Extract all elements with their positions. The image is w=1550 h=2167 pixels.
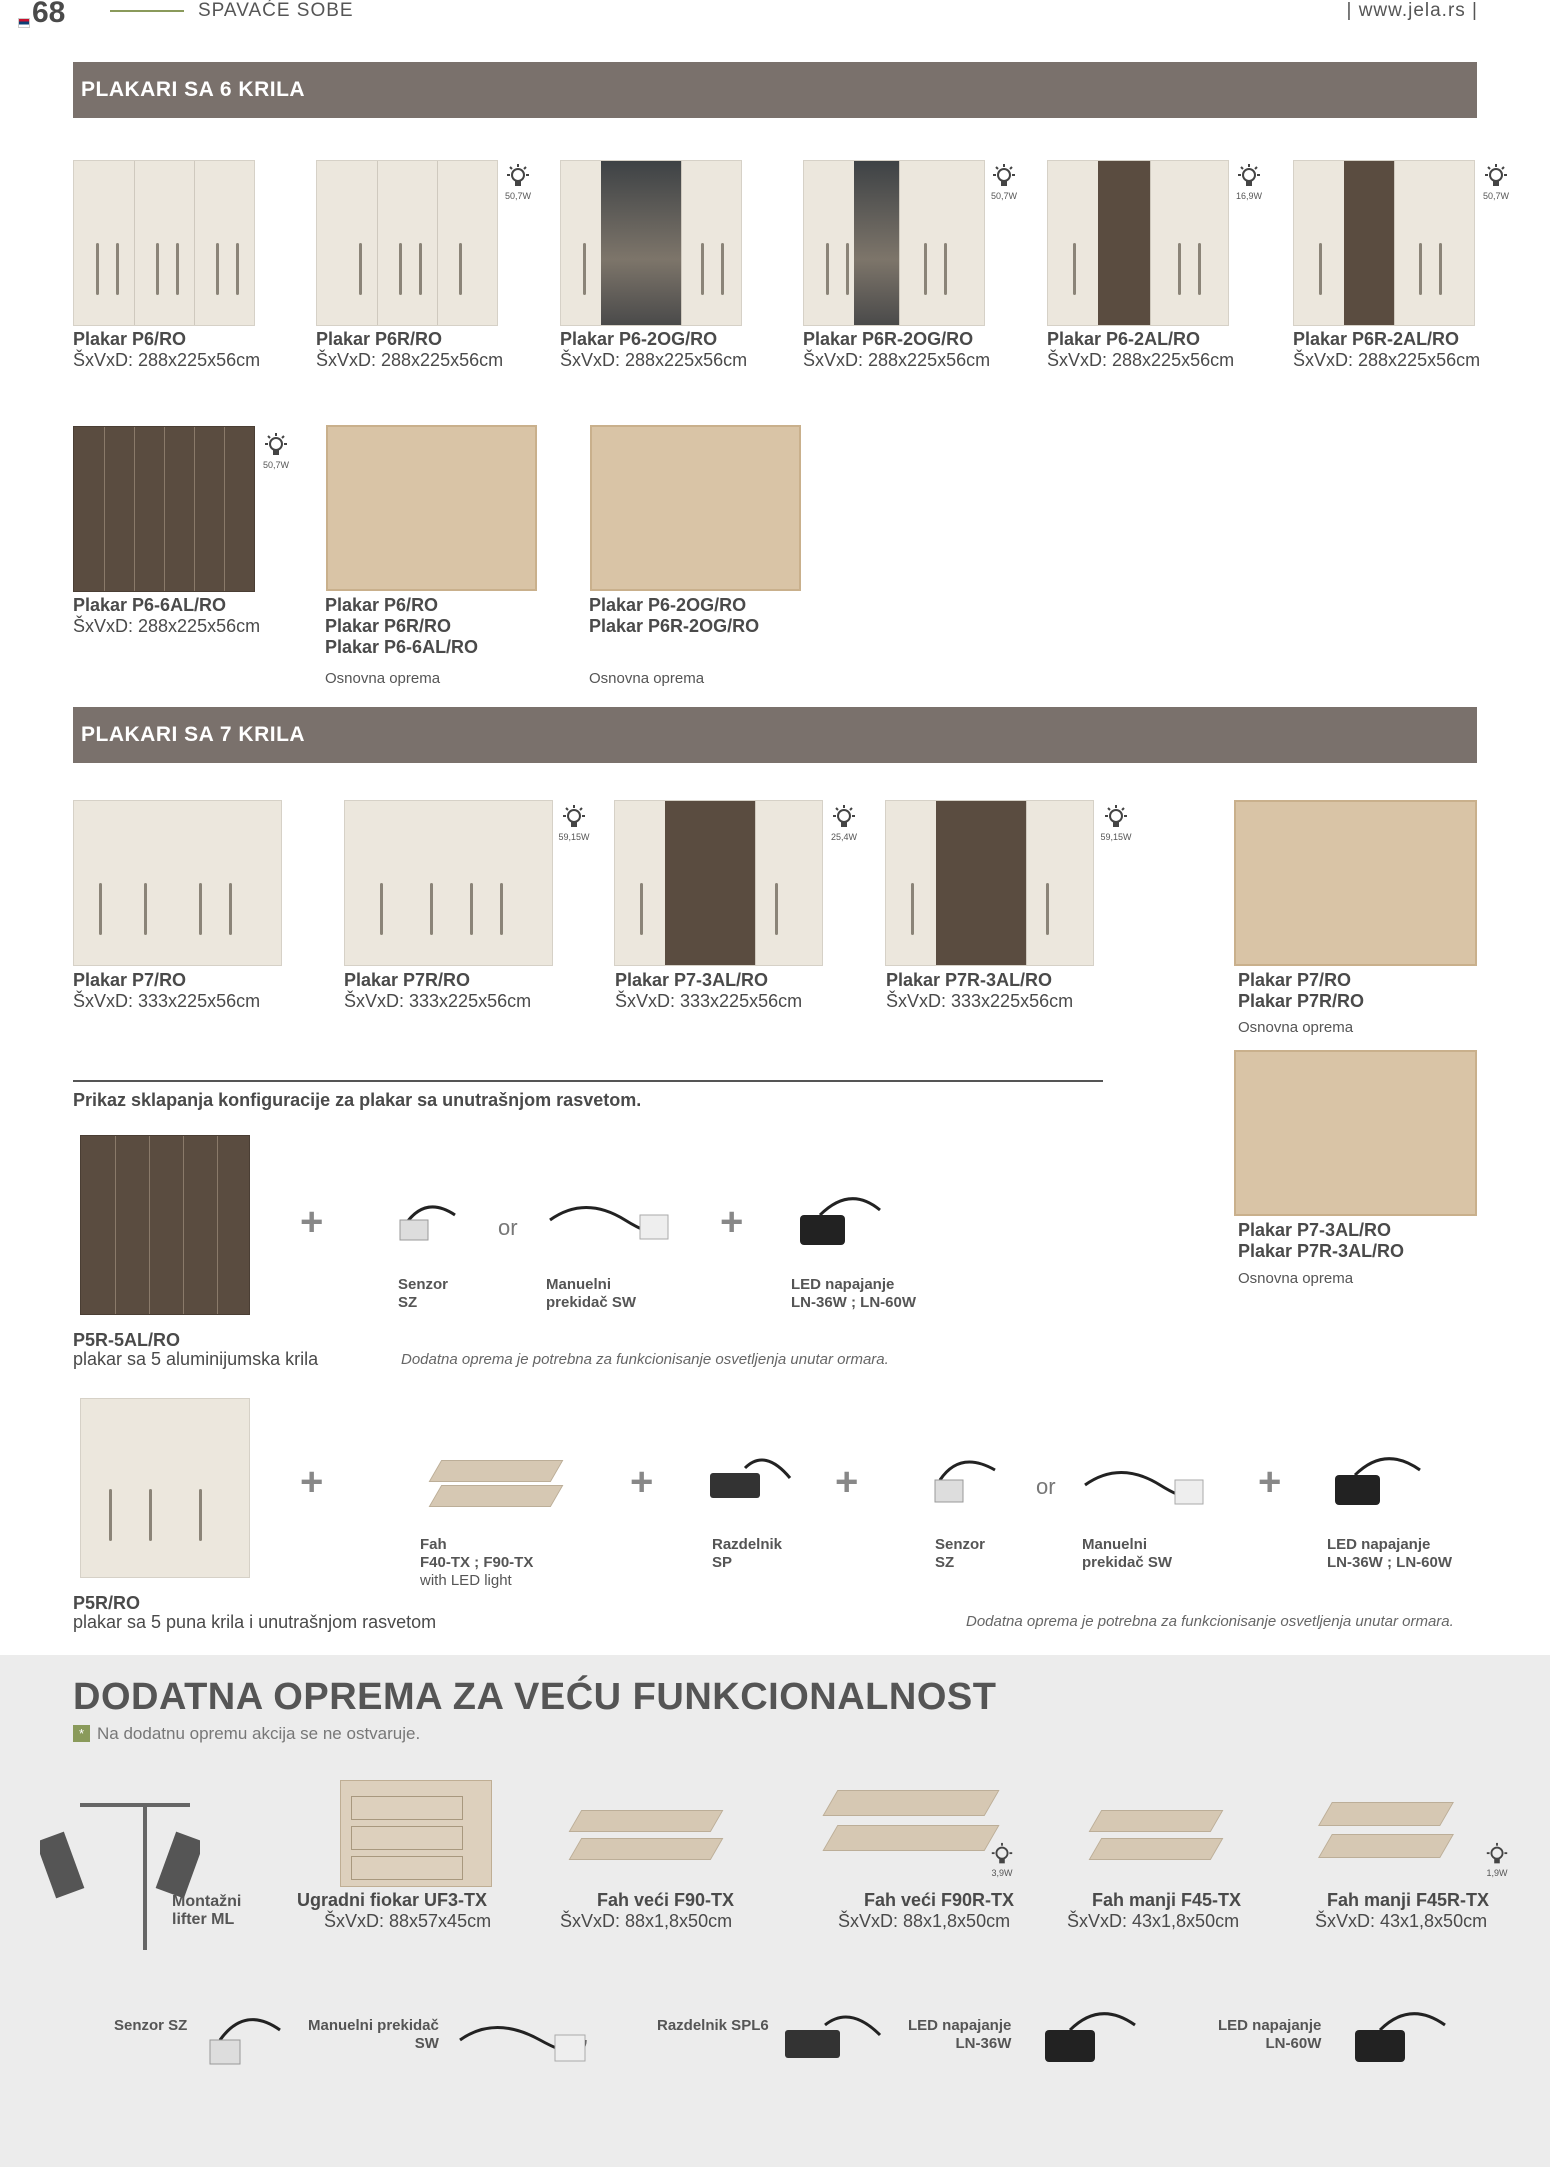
- shelf-image: [770, 1775, 1010, 1865]
- base-equipment-note: Osnovna oprema: [325, 670, 441, 687]
- base-equipment-note: Osnovna oprema: [589, 670, 705, 687]
- wardrobe-image: [80, 1135, 250, 1315]
- product-title: P5R-5AL/RO: [73, 1330, 181, 1350]
- section-title: SPAVAĆE SOBE: [198, 0, 354, 21]
- product-dimensions: ŠxVxD: 43x1,8x50cm: [1315, 1911, 1488, 1931]
- wardrobe-image: [73, 800, 282, 966]
- accessory-label: LED napajanje LN-36W: [908, 2017, 1012, 2052]
- led-bulb-icon: [260, 432, 292, 470]
- product-title: Fah veći F90R-TX: [864, 1890, 1015, 1910]
- product-title: Plakar P6-2OG/RO: [560, 329, 718, 349]
- config-divider: [73, 1080, 1103, 1082]
- shelf-image: [1065, 1800, 1245, 1870]
- product-title: Plakar P7-3AL/RO: [615, 970, 769, 990]
- product-title: Plakar P7/RO: [1238, 970, 1352, 990]
- product-title: Plakar P6/RO: [73, 329, 187, 349]
- led-adapter-image: [790, 1185, 900, 1260]
- wardrobe-image: [316, 160, 498, 326]
- product-dimensions: ŠxVxD: 333x225x56cm: [615, 991, 803, 1011]
- plus-icon: +: [300, 1460, 324, 1504]
- product-dimensions: ŠxVxD: 333x225x56cm: [886, 991, 1074, 1011]
- product-title: Plakar P7R-3AL/RO: [1238, 1241, 1405, 1261]
- shelf-image: [1285, 1790, 1475, 1870]
- accessory-label: Manuelni prekidač SW: [546, 1276, 637, 1311]
- led-watt-label: 1,9W: [1486, 1868, 1508, 1878]
- manual-switch-image: [545, 1190, 675, 1250]
- led-watt-label: 3,9W: [991, 1868, 1013, 1878]
- wardrobe-image: [73, 426, 255, 592]
- product-title: Plakar P6R-2AL/RO: [1293, 329, 1460, 349]
- base-equipment-note: Osnovna oprema: [1238, 1270, 1354, 1287]
- manual-switch-image: [455, 2005, 595, 2075]
- accessory-label: Manuelni prekidač SW: [1082, 1536, 1173, 1571]
- wardrobe-image: [885, 800, 1094, 966]
- accessory-label: Fah F40-TX ; F90-TX with LED light: [420, 1536, 534, 1589]
- wardrobe-image: [1293, 160, 1475, 326]
- accessory-label: Senzor SZ: [398, 1276, 449, 1311]
- interior-image: [326, 425, 537, 591]
- shelf-image: [375, 1440, 585, 1530]
- product-title: Fah manji F45-TX: [1092, 1890, 1242, 1910]
- drawer-unit-image: [340, 1780, 492, 1887]
- led-adapter-image: [1035, 1995, 1155, 2080]
- wardrobe-image: [803, 160, 985, 326]
- config-title: Prikaz sklapanja konfiguracije za plakar sa unutrašnjom rasvetom.: [73, 1090, 642, 1110]
- product-title: Plakar P7R/RO: [1238, 991, 1365, 1011]
- product-title: Fah manji F45R-TX: [1327, 1890, 1490, 1910]
- wardrobe-image: [80, 1398, 250, 1578]
- page-number: 68: [32, 0, 66, 29]
- wardrobe-image: [73, 160, 255, 326]
- website-url[interactable]: | www.jela.rs |: [1346, 0, 1478, 21]
- product-title: Plakar P7R/RO: [344, 970, 471, 990]
- led-bulb-icon: [1233, 163, 1265, 201]
- plus-icon: +: [720, 1200, 744, 1244]
- product-dimensions: ŠxVxD: 288x225x56cm: [803, 350, 991, 370]
- product-title: Plakar P6-6AL/RO: [325, 637, 479, 657]
- header-divider: [110, 10, 184, 12]
- led-adapter-image: [1325, 1445, 1440, 1520]
- sensor-image: [200, 1995, 295, 2080]
- config-note: Dodatna oprema je potrebna za funkcionisanje osvetljenja unutar ormara.: [966, 1613, 1454, 1630]
- splitter-image: [705, 1448, 800, 1513]
- product-title: Plakar P7R-3AL/RO: [886, 970, 1053, 990]
- product-title: Fah veći F90-TX: [597, 1890, 735, 1910]
- product-title: Plakar P6-6AL/RO: [73, 595, 227, 615]
- splitter-image: [780, 2000, 890, 2075]
- product-title: P5R/RO: [73, 1593, 141, 1613]
- led-watt-label: 50,7W: [262, 460, 289, 470]
- product-dimensions: ŠxVxD: 333x225x56cm: [344, 991, 532, 1011]
- wardrobe-image: [614, 800, 823, 966]
- product-title: Plakar P6R-2OG/RO: [589, 616, 760, 636]
- product-title: Plakar P6-2AL/RO: [1047, 329, 1201, 349]
- accessory-label: Razdelnik SPL6: [657, 2017, 769, 2034]
- product-title: Plakar P6-2OG/RO: [589, 595, 747, 615]
- interior-image: [1234, 800, 1477, 966]
- product-dimensions: ŠxVxD: 88x57x45cm: [324, 1911, 492, 1931]
- led-bulb-icon: [556, 804, 592, 842]
- star-icon: *: [73, 1725, 90, 1742]
- led-watt-label: 50,7W: [504, 191, 531, 201]
- language-flag-icon: [18, 18, 30, 28]
- or-label: or: [1036, 1474, 1056, 1499]
- section-bar-7-doors: PLAKARI SA 7 KRILA: [73, 707, 1477, 763]
- led-watt-label: 25,4W: [830, 832, 857, 842]
- product-title: Plakar P6R-2OG/RO: [803, 329, 974, 349]
- led-watt-label: 59,15W: [558, 832, 590, 842]
- product-dimensions: ŠxVxD: 288x225x56cm: [73, 350, 261, 370]
- led-bulb-icon: [988, 163, 1020, 201]
- led-watt-label: 50,7W: [1482, 191, 1509, 201]
- accessory-label: LED napajanje LN-60W: [1218, 2017, 1322, 2052]
- accessory-label: Senzor SZ: [114, 2017, 188, 2034]
- product-description: plakar sa 5 aluminijumska krila: [73, 1349, 319, 1369]
- sensor-image: [395, 1185, 475, 1255]
- product-title: Plakar P6R/RO: [325, 616, 452, 636]
- product-dimensions: ŠxVxD: 43x1,8x50cm: [1067, 1911, 1240, 1931]
- led-bulb-icon: [1480, 163, 1512, 201]
- accessory-label: LED napajanje LN-36W ; LN-60W: [1327, 1536, 1452, 1571]
- led-adapter-image: [1345, 1995, 1465, 2080]
- plus-icon: +: [835, 1460, 859, 1504]
- wardrobe-image: [1047, 160, 1229, 326]
- led-bulb-icon: [1098, 804, 1134, 842]
- accessory-label: Senzor SZ: [935, 1536, 986, 1571]
- product-title: Montažni lifter ML: [172, 1893, 242, 1928]
- section-bar-6-doors: PLAKARI SA 6 KRILA: [73, 62, 1477, 118]
- product-dimensions: ŠxVxD: 288x225x56cm: [316, 350, 504, 370]
- product-title: Plakar P6/RO: [325, 595, 439, 615]
- shelf-image: [545, 1800, 735, 1870]
- product-dimensions: ŠxVxD: 288x225x56cm: [73, 616, 261, 636]
- interior-image: [1234, 1050, 1477, 1216]
- sensor-image: [930, 1440, 1015, 1515]
- product-title: Plakar P7/RO: [73, 970, 187, 990]
- plus-icon: +: [300, 1200, 324, 1244]
- wardrobe-image: [560, 160, 742, 326]
- product-title: Plakar P7-3AL/RO: [1238, 1220, 1392, 1240]
- interior-image: [590, 425, 801, 591]
- product-dimensions: ŠxVxD: 333x225x56cm: [73, 991, 261, 1011]
- led-bulb-icon: [987, 1842, 1017, 1878]
- led-bulb-icon: [502, 163, 534, 201]
- led-watt-label: 59,15W: [1100, 832, 1132, 842]
- product-dimensions: ŠxVxD: 88x1,8x50cm: [838, 1911, 1011, 1931]
- base-equipment-note: Osnovna oprema: [1238, 1019, 1354, 1036]
- product-dimensions: ŠxVxD: 288x225x56cm: [560, 350, 748, 370]
- accessory-label: Razdelnik SP: [712, 1536, 783, 1571]
- wardrobe-image: [344, 800, 553, 966]
- promo-note: Na dodatnu opremu akcija se ne ostvaruje.: [97, 1724, 421, 1743]
- accessory-label: Manuelni prekidač SW: [308, 2017, 439, 2052]
- config-note: Dodatna oprema je potrebna za funkcionisanje osvetljenja unutar ormara.: [401, 1351, 889, 1368]
- product-dimensions: ŠxVxD: 288x225x56cm: [1047, 350, 1235, 370]
- product-title: Plakar P6R/RO: [316, 329, 443, 349]
- product-title: Ugradni fiokar UF3-TX: [297, 1890, 488, 1910]
- product-description: plakar sa 5 puna krila i unutrašnjom rasvetom: [73, 1612, 437, 1632]
- plus-icon: +: [630, 1460, 654, 1504]
- product-dimensions: ŠxVxD: 88x1,8x50cm: [560, 1911, 733, 1931]
- plus-icon: +: [1258, 1460, 1282, 1504]
- led-bulb-icon: [1482, 1842, 1512, 1878]
- led-watt-label: 50,7W: [990, 191, 1017, 201]
- manual-switch-image: [1080, 1455, 1210, 1515]
- led-watt-label: 16,9W: [1235, 191, 1262, 201]
- product-dimensions: ŠxVxD: 288x225x56cm: [1293, 350, 1481, 370]
- led-bulb-icon: [828, 804, 860, 842]
- accessory-label: LED napajanje LN-36W ; LN-60W: [791, 1276, 916, 1311]
- extras-title: DODATNA OPREMA ZA VEĆU FUNKCIONALNOST: [73, 1676, 997, 1718]
- or-label: or: [498, 1215, 518, 1240]
